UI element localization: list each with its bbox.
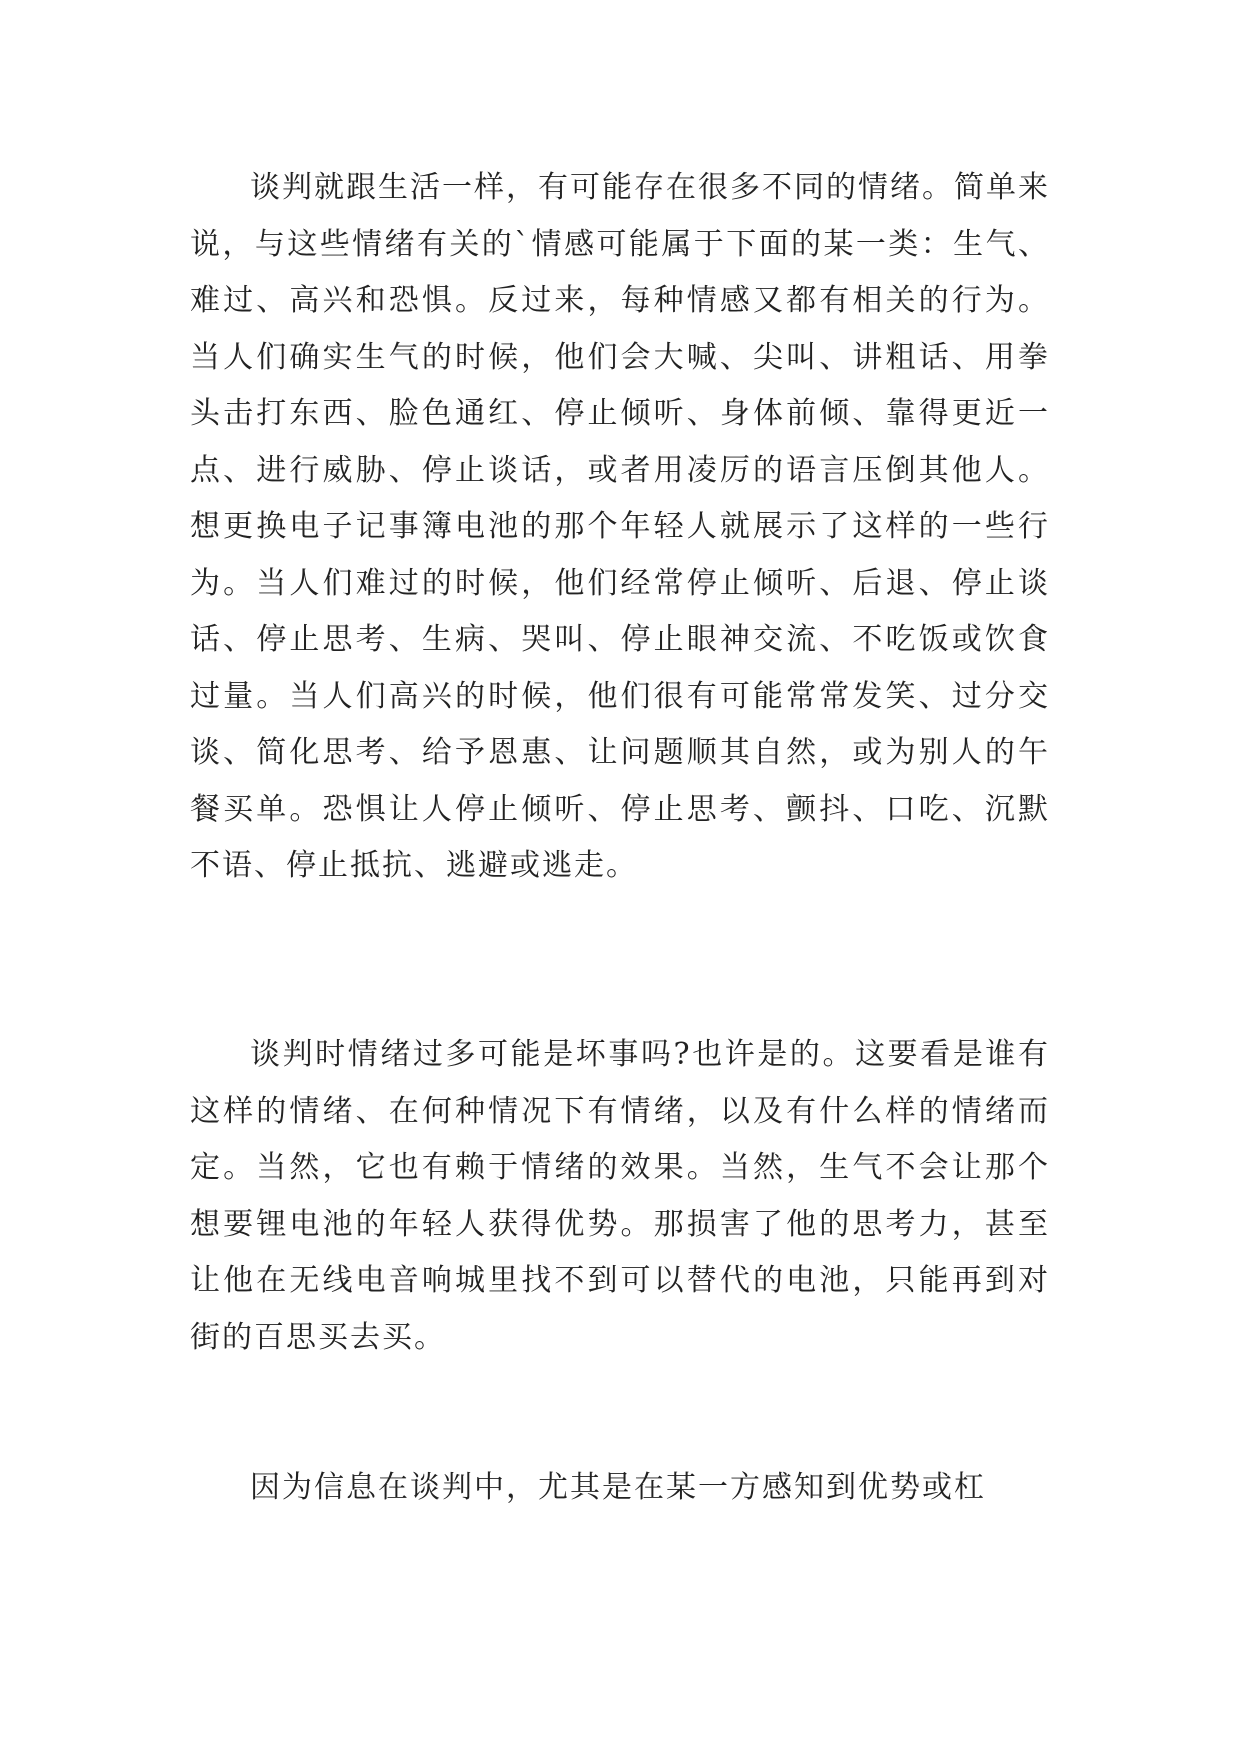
paragraph-information-in-negotiation: 因为信息在谈判中，尤其是在某一方感知到优势或杠 — [250, 1470, 986, 1505]
paragraph-too-much-emotion: 谈判时情绪过多可能是坏事吗?也许是的。这要看是谁有这样的情绪、在何种情况下有情绪，以及有什么样的情绪而定。当然，它也有赖于情绪的效果。当然，生气不会让那个想要锂电池的年轻人获得优势。那损害了他的思考力，甚至让他在无线电音响城里找不到可以替代的电池，只能再到对街的百思买去买。 — [190, 1037, 1050, 1355]
paragraph-emotions-in-negotiation: 谈判就跟生活一样，有可能存在很多不同的情绪。简单来说，与这些情绪有关的`情感可能属于下面的某一类：生气、难过、高兴和恐惧。反过来，每种情感又都有相关的行为。当人们确实生气的时候，他们会大喊、尖叫、讲粗话、用拳头击打东西、脸色通红、停止倾听、身体前倾、靠得更近一点、进行威胁、停止谈话，或者用凌厉的语言压倒其他人。想更换电子记事簿电池的那个年轻人就展示了这样的一些行为。当人们难过的时候，他们经常停止倾听、后退、停止谈话、停止思考、生病、哭叫、停止眼神交流、不吃饭或饮食过量。当人们高兴的时候，他们很有可能常常发笑、过分交谈、简化思考、给予恩惠、让问题顺其自然，或为别人的午餐买单。恐惧让人停止倾听、停止思考、颤抖、口吃、沉默不语、停止抵抗、逃避或逃走。 — [190, 170, 1050, 883]
